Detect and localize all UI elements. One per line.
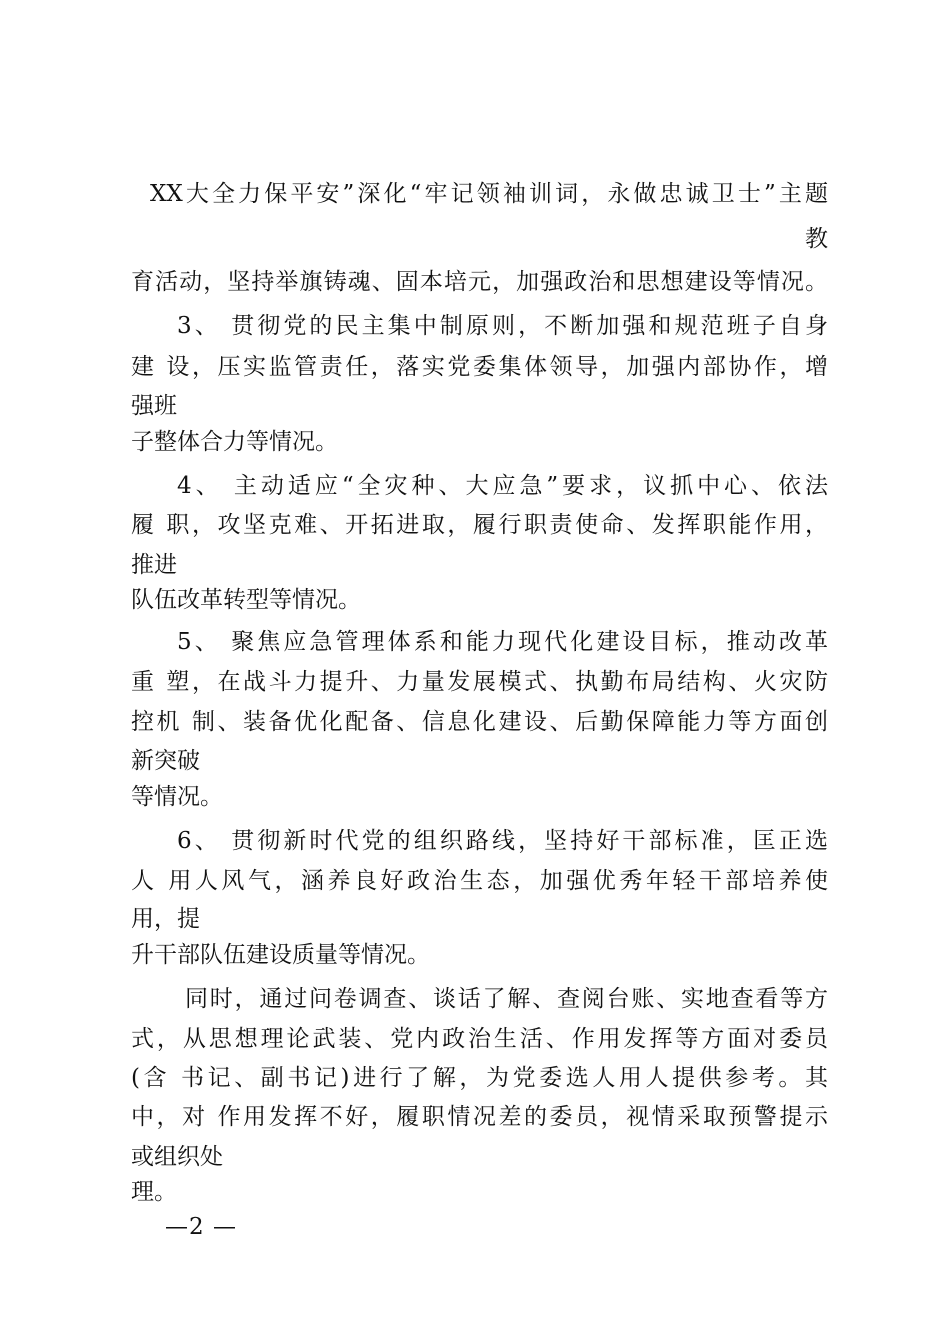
text-line-6: 强班 bbox=[131, 393, 177, 419]
text-line-24: 中，对 作用发挥不好，履职情况差的委员，视情采取预警提示 bbox=[131, 1104, 828, 1130]
text-line-17: 6、 贯彻新时代党的组织路线，坚持好干部标准，匡正选 bbox=[177, 828, 828, 854]
text-line-26: 理。 bbox=[131, 1179, 177, 1205]
text-line-22: 式，从思想理论武装、党内政治生活、作用发挥等方面对委员 bbox=[131, 1026, 828, 1052]
text-line-1: XX大全力保平安”深化“牢记领袖训词，永做忠诚卫士”主题 bbox=[150, 181, 828, 207]
text-line-20: 升干部队伍建设质量等情况。 bbox=[131, 942, 430, 968]
text-line-9: 履 职，攻坚克难、开拓进取，履行职责使命、发挥职能作用， bbox=[131, 512, 828, 538]
text-line-4: 3、 贯彻党的民主集中制原则，不断加强和规范班子自身 bbox=[177, 313, 828, 339]
text-line-2: 教 bbox=[805, 226, 828, 252]
text-line-7: 子整体合力等情况。 bbox=[131, 429, 338, 455]
text-line-21: 同时，通过问卷调查、谈话了解、查阅台账、实地查看等方 bbox=[185, 986, 828, 1012]
text-line-8: 4、 主动适应“全灾种、大应急”要求，议抓中心、依法 bbox=[177, 473, 828, 499]
text-line-3: 育活动，坚持举旗铸魂、固本培元，加强政治和思想建设等情况。 bbox=[131, 269, 828, 295]
text-line-5: 建 设，压实监管责任，落实党委集体领导，加强内部协作，增 bbox=[131, 354, 828, 380]
text-line-12: 5、 聚焦应急管理体系和能力现代化建设目标，推动改革 bbox=[177, 629, 828, 655]
text-line-25: 或组织处 bbox=[131, 1144, 223, 1170]
page-number: —2 — bbox=[165, 1214, 237, 1240]
text-line-18: 人 用人风气，涵养良好政治生态，加强优秀年轻干部培养使 bbox=[131, 868, 828, 894]
text-line-14: 控机 制、装备优化配备、信息化建设、后勤保障能力等方面创 bbox=[131, 709, 828, 735]
text-line-19: 用，提 bbox=[131, 906, 200, 932]
text-line-11: 队伍改革转型等情况。 bbox=[131, 587, 361, 613]
text-line-13: 重 塑，在战斗力提升、力量发展模式、执勤布局结构、火灾防 bbox=[131, 669, 828, 695]
text-line-10: 推进 bbox=[131, 552, 177, 578]
text-line-16: 等情况。 bbox=[131, 784, 223, 810]
text-line-15: 新突破 bbox=[131, 748, 200, 774]
text-line-23: (含 书记、副书记)进行了解，为党委选人用人提供参考。其 bbox=[131, 1065, 828, 1091]
